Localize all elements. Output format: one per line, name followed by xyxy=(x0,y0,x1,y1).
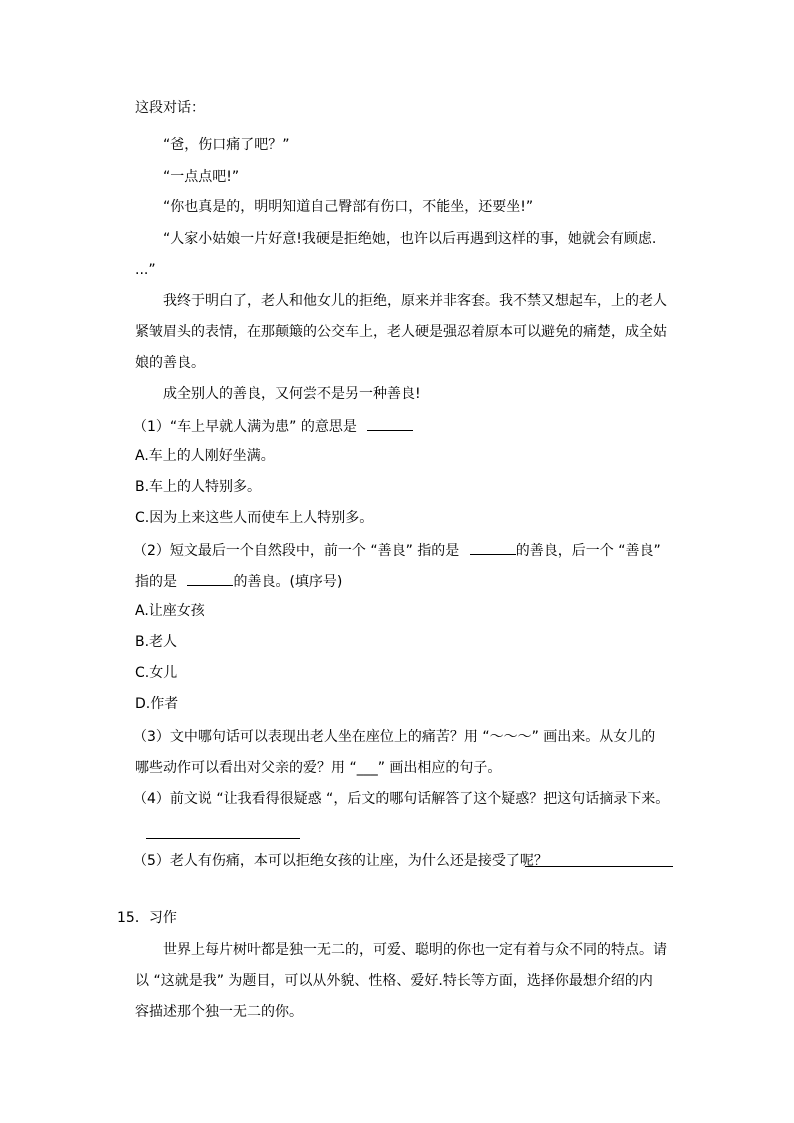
option-a: A.让座女孩 xyxy=(135,603,205,619)
question-3-line2: 哪些动作可以看出对父亲的爱？用 “___” 画出相应的句子。 xyxy=(135,760,502,776)
question-2 xyxy=(133,540,661,560)
paragraph-line: 娘的善良。 xyxy=(135,355,205,371)
passage-intro: 这段对话： xyxy=(135,100,205,116)
paragraph-line: 成全别人的善良，又何尝不是另一种善良! xyxy=(163,386,421,402)
question-1 xyxy=(133,416,413,436)
question-2-text: 的善良。(填序号) xyxy=(233,574,343,590)
question-5: （5）老人有伤痛，本可以拒绝女孩的让座，为什么还是接受了呢？ xyxy=(133,853,548,869)
question-2-text: 指的是 xyxy=(135,574,177,590)
answer-blank[interactable] xyxy=(187,571,233,586)
dialogue-line: “人家小姑娘一片好意!我硬是拒绝她，也许以后再遇到这样的事，她就会有顾虑. xyxy=(163,231,657,247)
answer-blank[interactable] xyxy=(367,416,413,431)
answer-line[interactable] xyxy=(146,838,300,839)
paragraph-line: 紧皱眉头的表情，在那颠簸的公交车上，老人硬是强忍着原本可以避免的痛楚，成全姑 xyxy=(135,324,667,340)
answer-line[interactable] xyxy=(525,866,673,867)
option-d: D.作者 xyxy=(135,696,179,712)
question-4: （4）前文说 “让我看得很疑惑 “，后文的哪句话解答了这个疑惑？把这句话摘录下来。 xyxy=(133,791,670,807)
option-c: C.女儿 xyxy=(135,665,178,681)
answer-blank[interactable] xyxy=(470,540,516,555)
question-2-text: 的善良，后一个 “善良” xyxy=(515,543,661,559)
question-2-line2 xyxy=(135,571,342,591)
question-3: （3）文中哪句话可以表现出老人坐在座位上的痛苦？用 “～～～” 画出来。从女儿的 xyxy=(133,729,656,745)
question-2-text: （2）短文最后一个自然段中，前一个 “善良” 指的是 xyxy=(133,543,460,559)
dialogue-line: “爸，伤口痛了吧？” xyxy=(163,137,290,153)
question-15-title: 15．习作 xyxy=(117,910,177,926)
option-a: A.车上的人刚好坐满。 xyxy=(135,448,275,464)
essay-prompt-line: 容描述那个独一无二的你。 xyxy=(135,1004,303,1020)
dialogue-line: “一点点吧!” xyxy=(163,169,240,185)
option-c: C.因为上来这些人而使车上人特别多。 xyxy=(135,510,374,526)
essay-prompt-line: 以 “这就是我” 为题目，可以从外貌、性格、爱好.特长等方面，选择你最想介绍的内 xyxy=(135,973,653,989)
dialogue-end: ...” xyxy=(135,262,156,278)
option-b: B.老人 xyxy=(135,634,178,650)
option-b: B.车上的人特别多。 xyxy=(135,479,262,495)
question-1-text: （1）“车上早就人满为患” 的意思是 xyxy=(133,419,357,435)
paragraph-line: 我终于明白了，老人和他女儿的拒绝，原来并非客套。我不禁又想起车，上的老人 xyxy=(163,293,667,309)
dialogue-line: “你也真是的，明明知道自己臀部有伤口，不能坐，还要坐!” xyxy=(163,199,534,215)
essay-prompt-line: 世界上每片树叶都是独一无二的，可爱、聪明的你也一定有着与众不同的特点。请 xyxy=(163,942,667,958)
